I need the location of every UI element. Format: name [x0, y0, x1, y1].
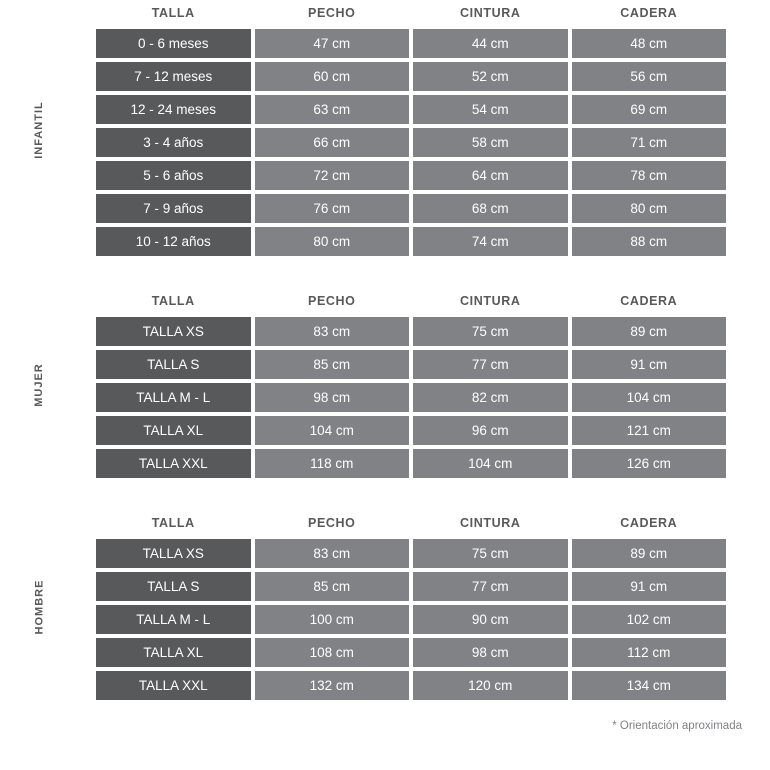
cell-waist: 44 cm	[413, 29, 568, 58]
table-row	[96, 29, 726, 58]
table-row	[96, 194, 726, 223]
cell-waist: 98 cm	[413, 638, 568, 667]
table-row	[96, 62, 726, 91]
table-header-row	[96, 4, 726, 25]
table-header-row	[96, 292, 726, 313]
cell-hip: 134 cm	[572, 671, 727, 700]
column-header-cadera: CADERA	[620, 6, 678, 20]
cell-waist: 54 cm	[413, 95, 568, 124]
cell-waist: 77 cm	[413, 350, 568, 379]
cell-size: TALLA XS	[96, 317, 251, 346]
column-header-talla: TALLA	[151, 6, 195, 20]
cell-waist: 75 cm	[413, 317, 568, 346]
table-row	[96, 449, 726, 478]
footnote: * Orientación aproximada	[612, 720, 742, 732]
table-row	[96, 539, 726, 568]
cell-waist: 90 cm	[413, 605, 568, 634]
category-label-mujer-text: MUJER	[33, 363, 46, 407]
cell-size: 12 - 24 meses	[96, 95, 251, 124]
cell-size: TALLA M - L	[96, 605, 251, 634]
cell-waist: 104 cm	[413, 449, 568, 478]
table-row	[96, 317, 726, 346]
cell-hip: 102 cm	[572, 605, 727, 634]
cell-chest: 76 cm	[255, 194, 410, 223]
cell-waist: 58 cm	[413, 128, 568, 157]
column-header-pecho: PECHO	[308, 6, 356, 20]
cell-hip: 89 cm	[572, 539, 727, 568]
cell-size: 3 - 4 años	[96, 128, 251, 157]
cell-hip: 71 cm	[572, 128, 727, 157]
cell-hip: 121 cm	[572, 416, 727, 445]
table-row	[96, 416, 726, 445]
cell-size: 10 - 12 años	[96, 227, 251, 256]
section-spacer	[0, 482, 770, 510]
cell-waist: 64 cm	[413, 161, 568, 190]
cell-chest: 60 cm	[255, 62, 410, 91]
cell-chest: 108 cm	[255, 638, 410, 667]
column-header-talla: TALLA	[151, 516, 195, 530]
cell-chest: 80 cm	[255, 227, 410, 256]
category-label-mujer	[24, 288, 54, 482]
table-row	[96, 671, 726, 700]
column-header-cintura: CINTURA	[460, 6, 521, 20]
cell-chest: 98 cm	[255, 383, 410, 412]
size-table-block-hombre	[0, 510, 770, 704]
table-row	[96, 161, 726, 190]
cell-waist: 77 cm	[413, 572, 568, 601]
table-row	[96, 227, 726, 256]
cell-chest: 72 cm	[255, 161, 410, 190]
cell-chest: 132 cm	[255, 671, 410, 700]
column-header-cintura: CINTURA	[460, 516, 521, 530]
table-row	[96, 383, 726, 412]
cell-chest: 85 cm	[255, 350, 410, 379]
cell-hip: 56 cm	[572, 62, 727, 91]
column-header-cadera: CADERA	[620, 294, 678, 308]
size-table-block-infantil	[0, 0, 770, 260]
cell-size: TALLA S	[96, 350, 251, 379]
cell-size: TALLA XS	[96, 539, 251, 568]
column-header-cintura: CINTURA	[460, 294, 521, 308]
cell-hip: 104 cm	[572, 383, 727, 412]
cell-chest: 104 cm	[255, 416, 410, 445]
cell-hip: 112 cm	[572, 638, 727, 667]
column-header-pecho: PECHO	[308, 516, 356, 530]
cell-waist: 120 cm	[413, 671, 568, 700]
cell-chest: 66 cm	[255, 128, 410, 157]
cell-hip: 69 cm	[572, 95, 727, 124]
column-header-talla: TALLA	[151, 294, 195, 308]
table-row	[96, 128, 726, 157]
size-table-hombre	[92, 510, 730, 704]
size-table-block-mujer	[0, 288, 770, 482]
cell-hip: 89 cm	[572, 317, 727, 346]
cell-size: TALLA XXL	[96, 449, 251, 478]
category-label-hombre	[24, 510, 54, 704]
cell-size: TALLA XL	[96, 416, 251, 445]
size-table-infantil	[92, 0, 730, 260]
cell-size: 7 - 9 años	[96, 194, 251, 223]
table-row	[96, 95, 726, 124]
cell-size: 0 - 6 meses	[96, 29, 251, 58]
table-row	[96, 350, 726, 379]
cell-waist: 75 cm	[413, 539, 568, 568]
category-label-infantil-text: INFANTIL	[33, 101, 45, 159]
cell-hip: 91 cm	[572, 572, 727, 601]
cell-chest: 63 cm	[255, 95, 410, 124]
table-row	[96, 605, 726, 634]
cell-waist: 82 cm	[413, 383, 568, 412]
cell-chest: 83 cm	[255, 539, 410, 568]
cell-chest: 100 cm	[255, 605, 410, 634]
category-label-hombre-text: HOMBRE	[33, 579, 46, 635]
cell-size: TALLA M - L	[96, 383, 251, 412]
cell-size: 5 - 6 años	[96, 161, 251, 190]
cell-hip: 91 cm	[572, 350, 727, 379]
cell-chest: 47 cm	[255, 29, 410, 58]
cell-waist: 96 cm	[413, 416, 568, 445]
column-header-pecho: PECHO	[308, 294, 356, 308]
cell-waist: 52 cm	[413, 62, 568, 91]
cell-hip: 80 cm	[572, 194, 727, 223]
cell-hip: 48 cm	[572, 29, 727, 58]
table-row	[96, 638, 726, 667]
category-label-infantil	[24, 0, 54, 260]
cell-waist: 68 cm	[413, 194, 568, 223]
cell-hip: 78 cm	[572, 161, 727, 190]
size-table-mujer	[92, 288, 730, 482]
cell-hip: 88 cm	[572, 227, 727, 256]
cell-chest: 118 cm	[255, 449, 410, 478]
cell-hip: 126 cm	[572, 449, 727, 478]
cell-size: TALLA XL	[96, 638, 251, 667]
cell-chest: 85 cm	[255, 572, 410, 601]
column-header-cadera: CADERA	[620, 516, 678, 530]
table-row	[96, 572, 726, 601]
section-spacer	[0, 260, 770, 288]
table-header-row	[96, 514, 726, 535]
cell-chest: 83 cm	[255, 317, 410, 346]
cell-waist: 74 cm	[413, 227, 568, 256]
cell-size: 7 - 12 meses	[96, 62, 251, 91]
cell-size: TALLA XXL	[96, 671, 251, 700]
cell-size: TALLA S	[96, 572, 251, 601]
